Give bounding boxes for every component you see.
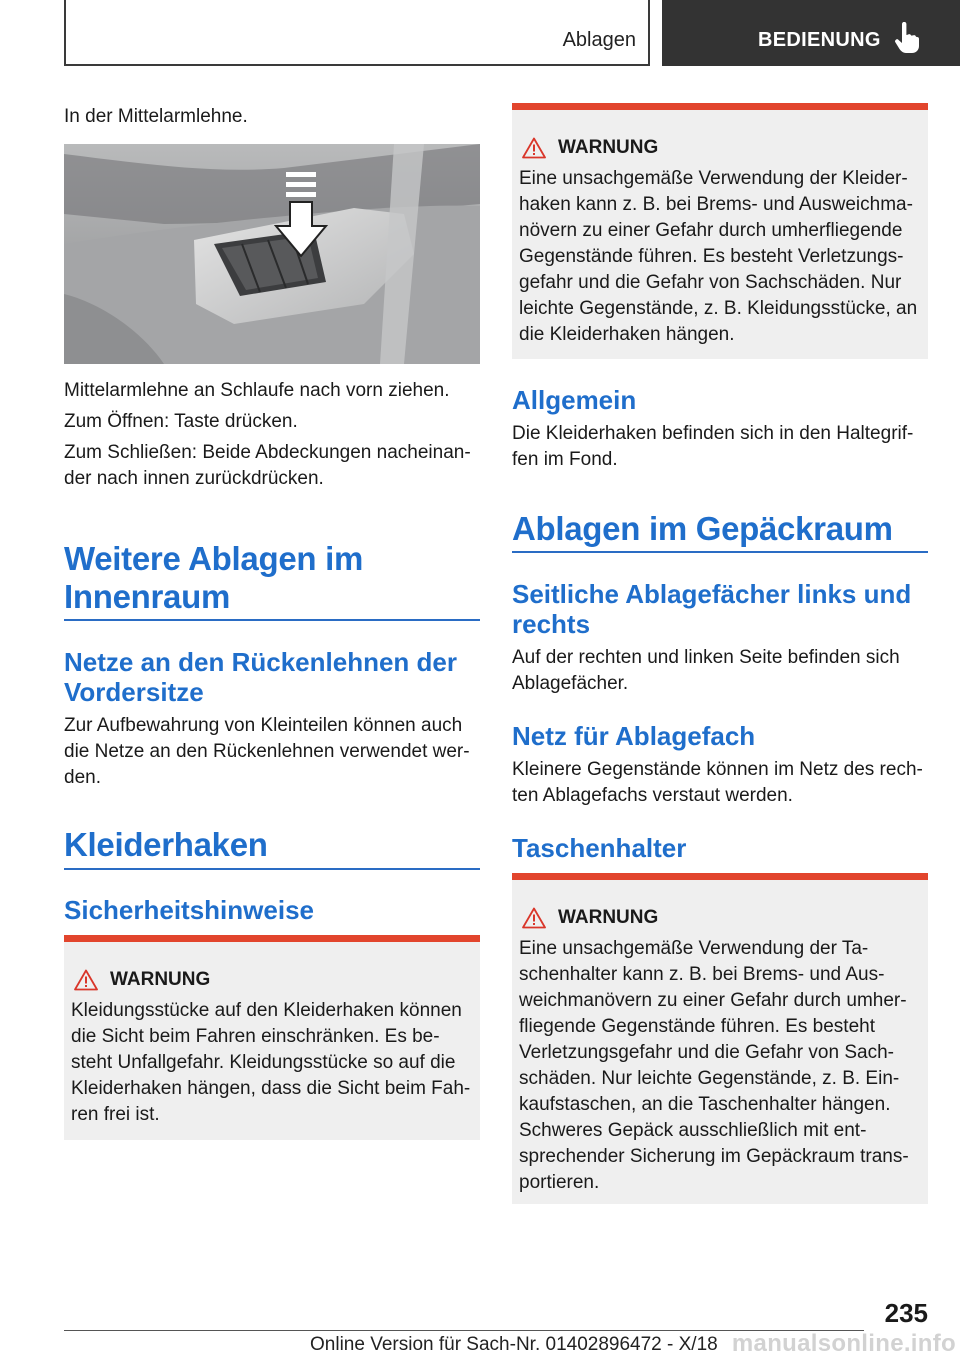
warning-line-7: kaufstaschen, an die Taschenhalter hängen. bbox=[519, 1094, 891, 1115]
warning-triangle-icon bbox=[522, 907, 546, 929]
heading-seitliche-1: Seitliche Ablagefächer links und bbox=[512, 579, 912, 609]
heading-rule bbox=[512, 551, 928, 553]
warning-line-2: die Sicht beim Fahren einschränken. Es be- bbox=[71, 1026, 440, 1047]
warning-triangle-icon bbox=[522, 137, 546, 159]
header-chapter-tab bbox=[662, 0, 960, 66]
warning-line-8: Schweres Gepäck ausschließlich mit ent- bbox=[519, 1120, 867, 1141]
netz-text-1: Kleinere Gegenstände können im Netz des rech- bbox=[512, 759, 923, 780]
warning-line-2: haken kann z. B. bei Brems- und Ausweichma- bbox=[519, 194, 913, 215]
warning-box-taschenhalter bbox=[512, 873, 928, 1204]
heading-netze-2: Vordersitze bbox=[64, 677, 204, 707]
warning-label: WARNUNG bbox=[558, 907, 659, 928]
warning-line-6: schäden. Nur leichte Gegenstände, z. B. Ein- bbox=[519, 1068, 900, 1089]
warning-line-4: Gegenstände führen. Es besteht Verletzungs- bbox=[519, 246, 904, 267]
warning-line-5: Verletzungsgefahr und die Gefahr von Sach- bbox=[519, 1042, 894, 1063]
netze-text-1: Zur Aufbewahrung von Kleinteilen können auch bbox=[64, 715, 463, 736]
warning-line-6: leichte Gegenstände, z. B. Kleidungsstücke, an bbox=[519, 298, 918, 319]
warning-label: WARNUNG bbox=[110, 969, 211, 990]
heading-sicherheitshinweise: Sicherheitshinweise bbox=[64, 895, 314, 925]
heading-weitere-ablagen-1: Weitere Ablagen im bbox=[64, 540, 364, 577]
heading-taschenhalter: Taschenhalter bbox=[512, 833, 687, 863]
caption-line-3: Zum Schließen: Beide Abdeckungen nacheinan- bbox=[64, 442, 471, 463]
warning-box-kleiderhaken-verwendung bbox=[512, 103, 928, 359]
armrest-illustration bbox=[64, 144, 480, 364]
warning-triangle-icon bbox=[74, 969, 98, 991]
heading-ablagen-gepaeckraum: Ablagen im Gepäckraum bbox=[512, 510, 893, 547]
allgemein-text-2: fen im Fond. bbox=[512, 449, 618, 470]
watermark-text: manualsonline.info bbox=[731, 1330, 956, 1357]
heading-netze-1: Netze an den Rückenlehnen der bbox=[64, 647, 457, 677]
heading-kleiderhaken: Kleiderhaken bbox=[64, 826, 268, 863]
warning-line-1: Eine unsachgemäße Verwendung der Ta- bbox=[519, 938, 869, 959]
header-section-box bbox=[64, 0, 650, 66]
warning-line-7: die Kleiderhaken hängen. bbox=[519, 324, 735, 345]
netze-text-2: die Netze an den Rückenlehnen verwendet wer- bbox=[64, 741, 470, 762]
heading-seitliche-2: rechts bbox=[512, 609, 591, 639]
warning-label: WARNUNG bbox=[558, 137, 659, 158]
armrest-photo bbox=[64, 144, 480, 364]
intro-text: In der Mittelarmlehne. bbox=[64, 106, 248, 127]
allgemein-text-1: Die Kleiderhaken befinden sich in den Haltegrif- bbox=[512, 423, 914, 444]
warning-line-2: schenhalter kann z. B. bei Brems- und Aus- bbox=[519, 964, 885, 985]
heading-netz-ablagefach: Netz für Ablagefach bbox=[512, 721, 756, 751]
warning-line-5: gefahr und die Gefahr von Sachschäden. Nur bbox=[519, 272, 902, 293]
seitliche-text-1: Auf der rechten und linken Seite befinden sich bbox=[512, 647, 900, 668]
header-section-title: Ablagen bbox=[562, 29, 636, 51]
heading-rule bbox=[64, 868, 480, 870]
page-number: 235 bbox=[884, 1298, 928, 1328]
caption-line-2: Zum Öffnen: Taste drücken. bbox=[64, 411, 298, 432]
footer-online-version: Online Version für Sach-Nr. 01402896472 - X/18 bbox=[310, 1334, 718, 1355]
heading-allgemein: Allgemein bbox=[512, 385, 637, 415]
warning-line-3: weichmanövern zu einer Gefahr durch umher- bbox=[519, 990, 907, 1011]
warning-line-5: ren frei ist. bbox=[71, 1104, 160, 1125]
warning-line-3: steht Unfallgefahr. Kleidungsstücke so auf die bbox=[71, 1052, 456, 1073]
header-chapter-label: BEDIENUNG bbox=[758, 29, 881, 51]
pointing-hand-icon bbox=[894, 22, 920, 54]
warning-line-3: növern zu einer Gefahr durch umherfliegende bbox=[519, 220, 903, 241]
warning-box-kleiderhaken bbox=[64, 935, 480, 1140]
warning-line-4: fliegende Gegenstände führen. Es besteht bbox=[519, 1016, 875, 1037]
heading-weitere-ablagen-2: Innenraum bbox=[64, 578, 230, 615]
warning-line-1: Eine unsachgemäße Verwendung der Kleider- bbox=[519, 168, 908, 189]
warning-line-9: sprechender Sicherung im Gepäckraum trans- bbox=[519, 1146, 909, 1167]
netze-text-3: den. bbox=[64, 767, 101, 788]
heading-rule bbox=[64, 619, 480, 621]
caption-line-4: der nach innen zurückdrücken. bbox=[64, 468, 324, 489]
warning-line-4: Kleiderhaken hängen, dass die Sicht beim Fah- bbox=[71, 1078, 471, 1099]
caption-line-1: Mittelarmlehne an Schlaufe nach vorn ziehen. bbox=[64, 380, 450, 401]
warning-line-1: Kleidungsstücke auf den Kleiderhaken können bbox=[71, 1000, 462, 1021]
netz-text-2: ten Ablagefachs verstaut werden. bbox=[512, 785, 793, 806]
warning-line-10: portieren. bbox=[519, 1172, 600, 1193]
seitliche-text-2: Ablagefächer. bbox=[512, 673, 629, 694]
